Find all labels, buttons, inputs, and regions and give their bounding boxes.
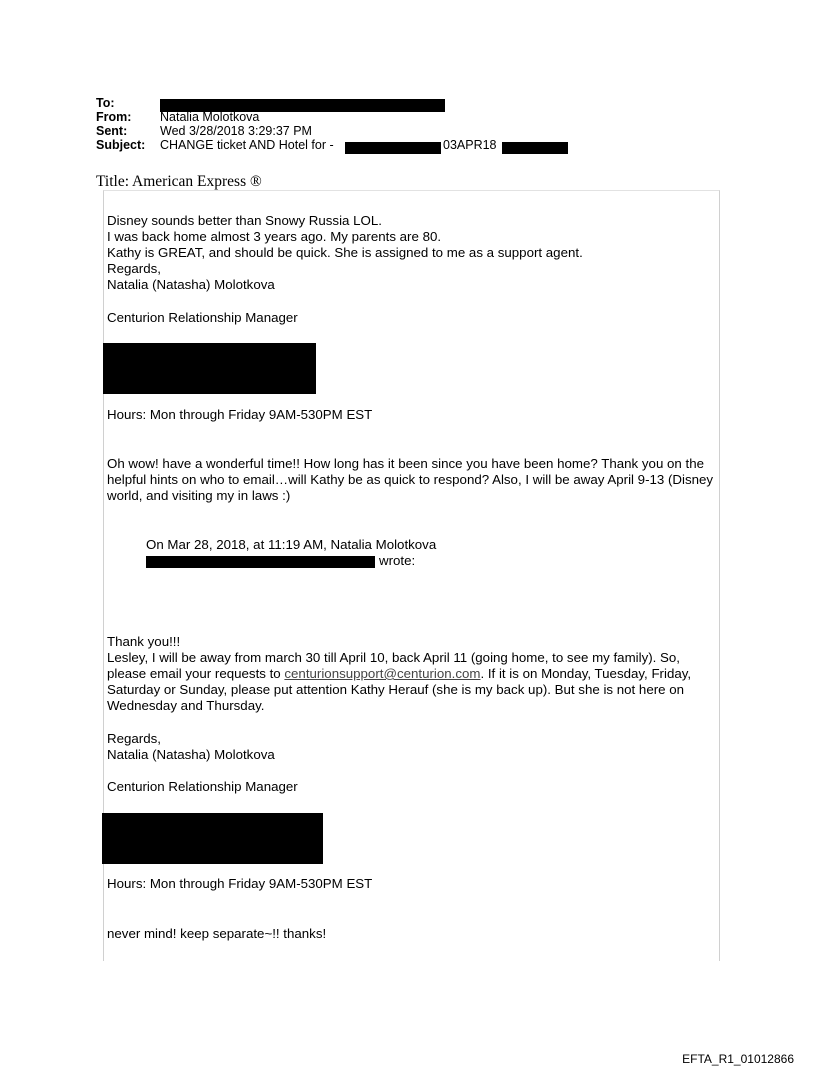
message-3-role: Centurion Relationship Manager <box>107 779 298 794</box>
message-2-body: Oh wow! have a wonderful time!! How long has it been since you have been home? Thank you on the helpful hints on who to email…will Kathy be as quick to respond? Also, I will be away April 9-13 (Disney world, and visiting my in laws :) <box>107 456 714 503</box>
from-label: From: <box>96 110 132 124</box>
subject-prefix: CHANGE ticket AND Hotel for - <box>160 138 334 152</box>
message-3-body <box>107 650 719 714</box>
subject-code: 03APR18 <box>443 138 497 152</box>
document-id: EFTA_R1_01012866 <box>682 1052 794 1066</box>
page-title: Title: American Express ® <box>96 173 262 190</box>
redaction-signature-1 <box>103 343 316 394</box>
redaction-subject-2 <box>502 142 568 154</box>
sent-value: Wed 3/28/2018 3:29:37 PM <box>160 124 312 138</box>
redaction-quote-email <box>146 556 375 568</box>
to-label: To: <box>96 96 115 110</box>
message-3-thanks: Thank you!!! <box>107 634 181 649</box>
message-3-hours: Hours: Mon through Friday 9AM-530PM EST <box>107 876 373 891</box>
sent-label: Sent: <box>96 124 128 138</box>
from-value: Natalia Molotkova <box>160 110 260 124</box>
message-4-body: never mind! keep separate~!! thanks! <box>107 926 327 941</box>
message-1-line-2: I was back home almost 3 years ago. My parents are 80. <box>107 229 442 244</box>
message-1-name: Natalia (Natasha) Molotkova <box>107 277 275 292</box>
subject-label: Subject: <box>96 138 146 152</box>
quote-line-1: On Mar 28, 2018, at 11:19 AM, Natalia Molotkova <box>146 537 437 552</box>
message-3-body-part-2: . If it is on Monday, Tuesday, Friday, Saturday or Sunday, please put attention Kathy Herauf (she is my back up). But she is not here on Wednesday and Thursday. <box>107 666 692 713</box>
message-1-regards: Regards, <box>107 261 161 276</box>
redaction-subject-1 <box>345 142 441 154</box>
message-3-regards: Regards, <box>107 731 161 746</box>
message-1-hours: Hours: Mon through Friday 9AM-530PM EST <box>107 407 373 422</box>
message-1-role: Centurion Relationship Manager <box>107 310 298 325</box>
message-3-body-part-1: Lesley, I will be away from march 30 till April 10, back April 11 (going home, to see my family). So, please email your requests to <box>107 650 680 681</box>
message-1-line-1: Disney sounds better than Snowy Russia LOL. <box>107 213 382 228</box>
message-3-name: Natalia (Natasha) Molotkova <box>107 747 275 762</box>
message-1-line-3: Kathy is GREAT, and should be quick. She is assigned to me as a support agent. <box>107 245 583 260</box>
redaction-signature-2 <box>102 813 323 864</box>
support-email-link[interactable]: centurionsupport@centurion.com <box>284 666 481 681</box>
quote-wrote: wrote: <box>379 553 416 568</box>
